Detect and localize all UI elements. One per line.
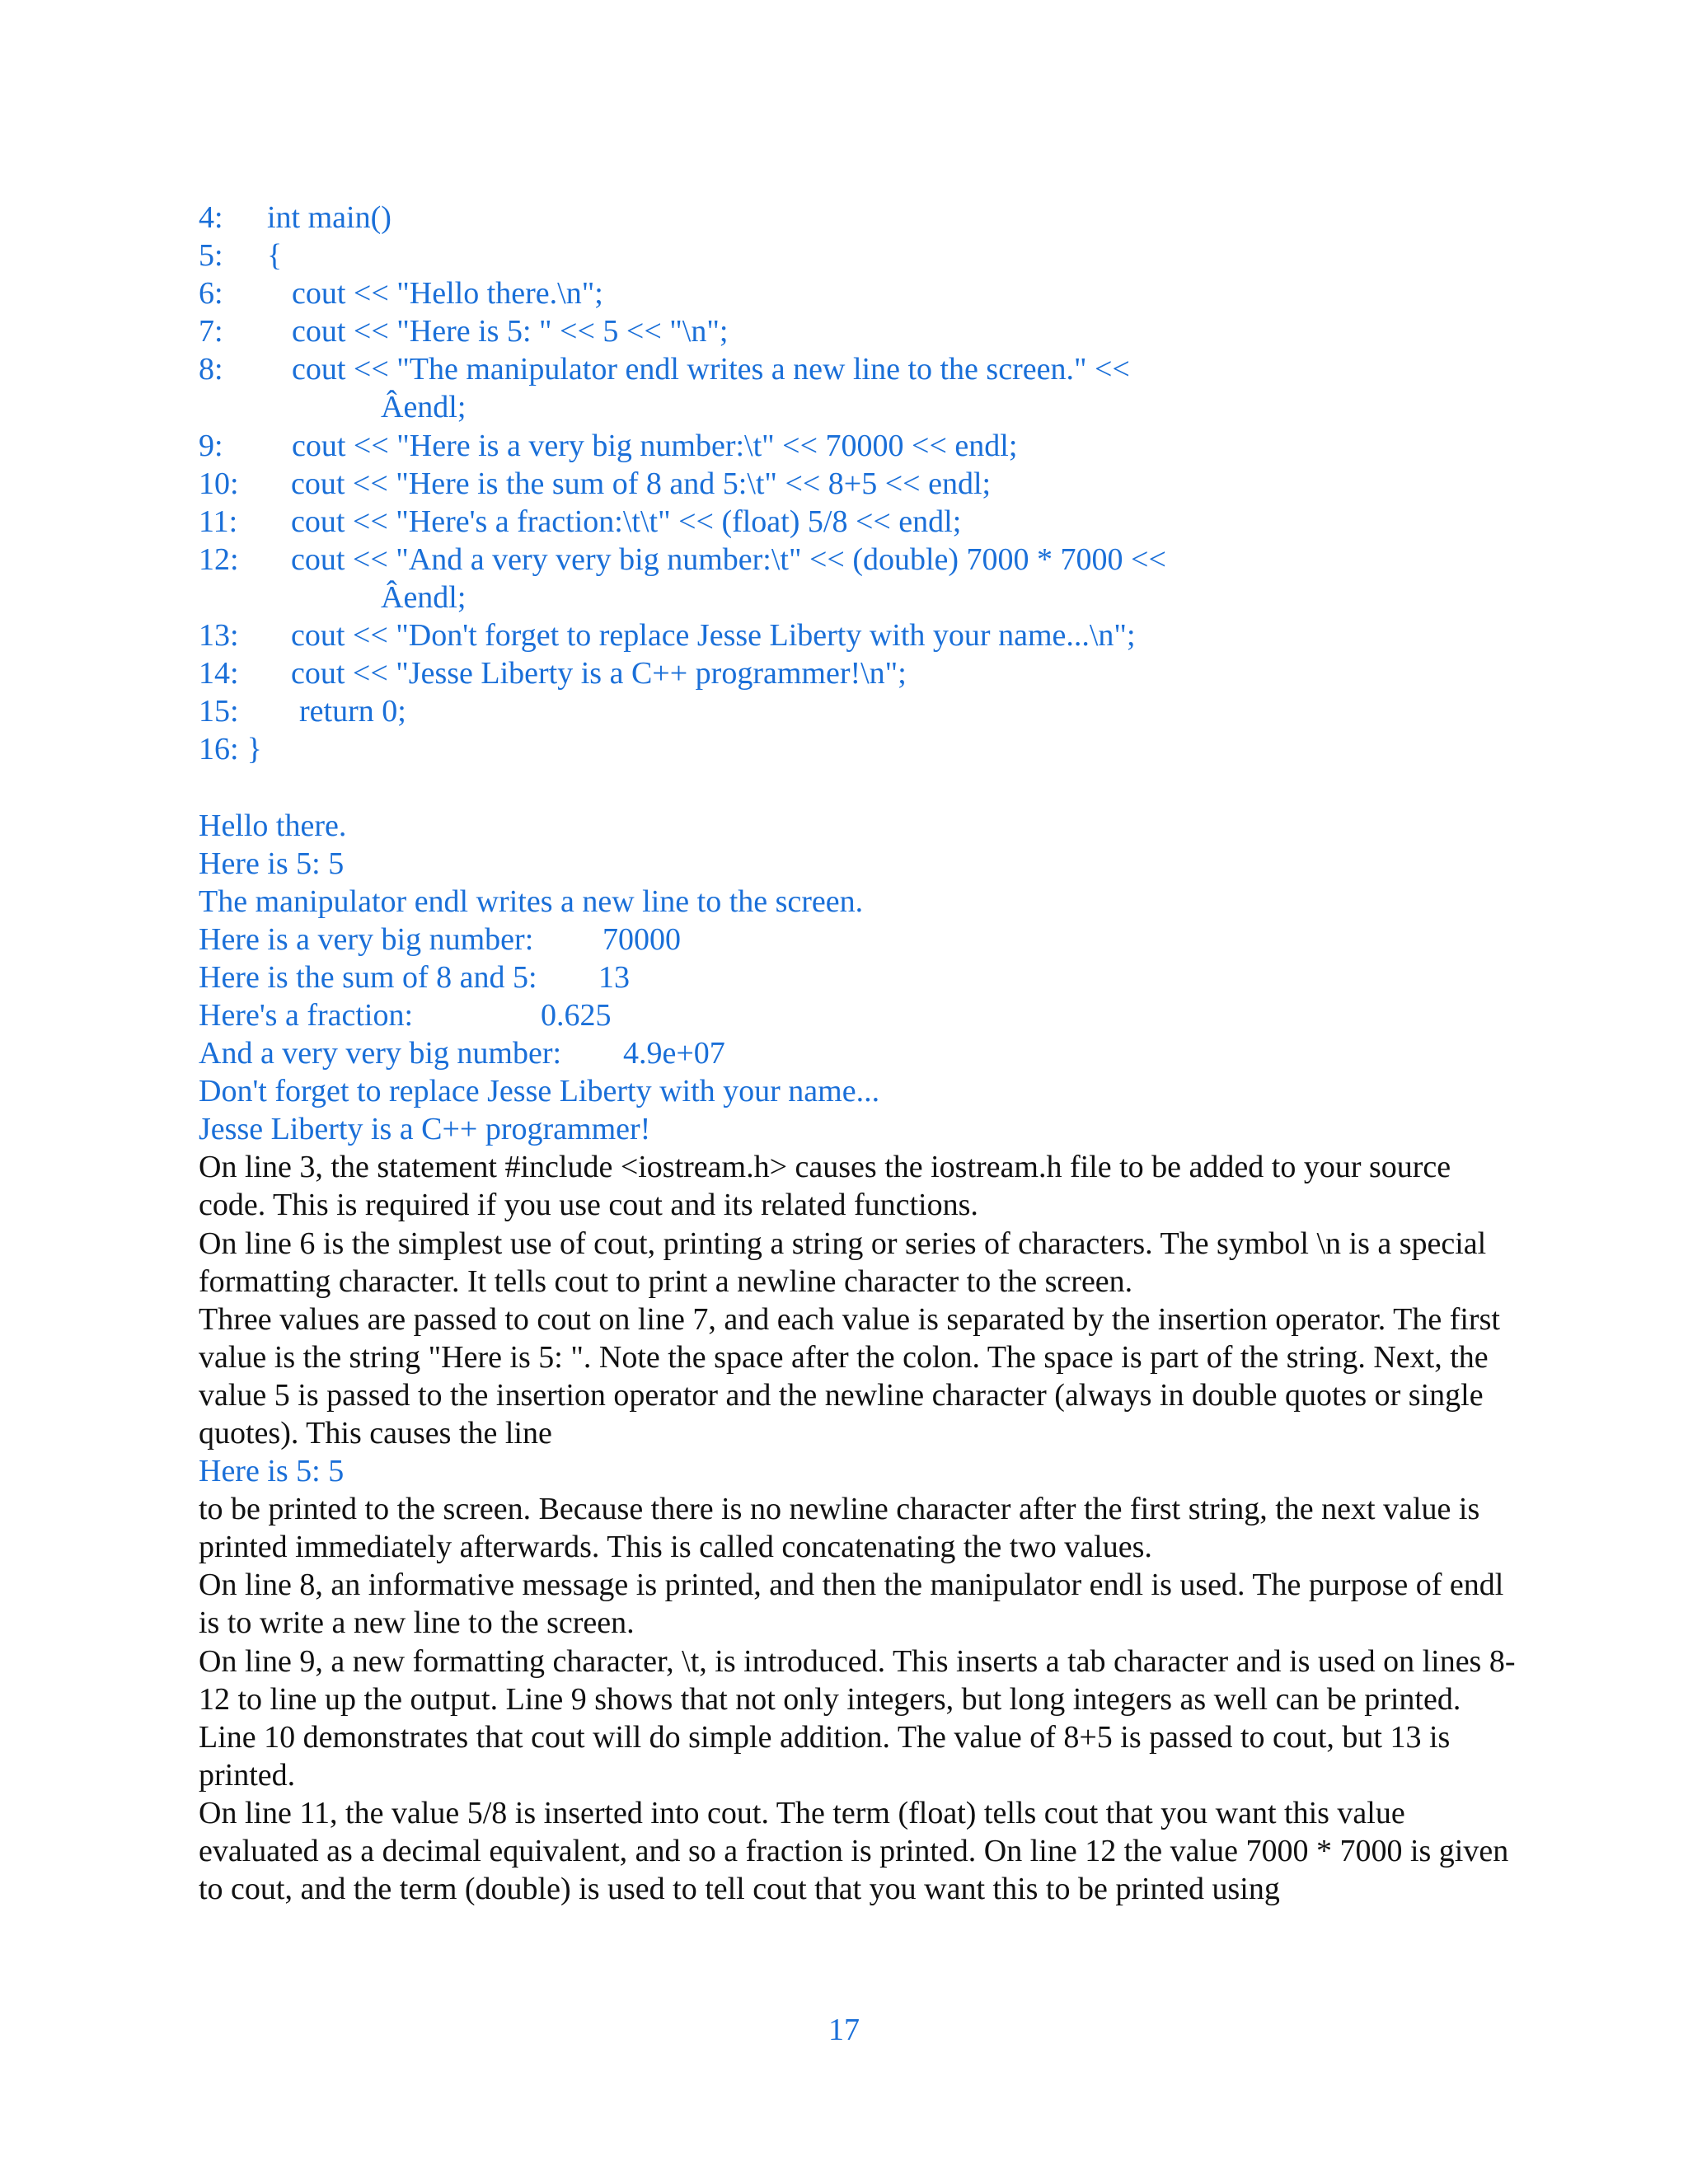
line-number: 15:	[199, 694, 239, 729]
code-text: cout << "Here is a very big number:\t" << 70000 << endl;	[292, 428, 1018, 463]
code-line	[199, 237, 1517, 274]
output-label: Here's a fraction:	[199, 997, 414, 1033]
analysis-text	[199, 1148, 1517, 1908]
code-line	[199, 199, 1517, 237]
code-text: int main()	[267, 200, 392, 235]
code-line-continuation	[199, 579, 1517, 616]
output-value: 0.625	[541, 997, 612, 1033]
paragraph: On line 8, an informative message is printed, and then the manipulator endl is used. The purpose of endl is to write a new line to the screen.	[199, 1568, 1504, 1641]
paragraph: to be printed to the screen. Because there is no newline character after the first string, the next value is printed immediately afterwards. This is called concatenating the two values.	[199, 1492, 1480, 1565]
output-line: Jesse Liberty is a C++ programmer!	[199, 1112, 651, 1147]
paragraph: On line 9, a new formatting character, \t, is introduced. This inserts a tab character and is used on lines 8-12 to line up the output. Line 9 shows that not only integers, but long integers as well can be printed. Line 10 demonstrates that cout will do simple addition. The value of 8+5 is passed to cout, but 13 is printed.	[199, 1643, 1516, 1793]
output-value: 13	[598, 959, 630, 995]
code-text: cout << "Jesse Liberty is a C++ programmer!\n";	[291, 656, 907, 691]
output-example: Here is 5: 5	[199, 1454, 345, 1489]
code-text: cout << "Here is 5: " << 5 << "\n";	[292, 314, 729, 349]
line-number: 8:	[199, 352, 223, 387]
output-line: Hello there.	[199, 808, 347, 843]
line-number: 9:	[199, 428, 223, 463]
code-text: Âendl;	[381, 579, 467, 615]
code-text: {	[267, 238, 283, 274]
code-text: }	[246, 732, 262, 767]
code-listing	[199, 199, 1517, 768]
code-line	[199, 541, 1517, 579]
paragraph: On line 3, the statement #include <iostream.h> causes the iostream.h file to be added to your source code. This is required if you use cout and its related functions.	[199, 1150, 1451, 1223]
output-line: Here is 5: 5	[199, 846, 345, 881]
page-content	[199, 199, 1517, 1908]
output-line	[199, 996, 1517, 1034]
output-line: The manipulator endl writes a new line to the screen.	[199, 883, 864, 919]
code-text: cout << "Here is the sum of 8 and 5:\t" << 8+5 << endl;	[291, 466, 992, 501]
code-line	[199, 312, 1517, 350]
paragraph: On line 11, the value 5/8 is inserted into cout. The term (float) tells cout that you want this value evaluated as a decimal equivalent, and so a fraction is printed. On line 12 the value 7000 * 7000 is given to cout, and the term (double) is used to tell cout that you want this to be printed using	[199, 1795, 1509, 1907]
line-number: 14:	[199, 656, 239, 691]
code-line	[199, 730, 1517, 768]
code-text: cout << "And a very very big number:\t" << (double) 7000 * 7000 <<	[291, 541, 1166, 577]
line-number: 16:	[199, 732, 239, 767]
output-label: Here is the sum of 8 and 5:	[199, 959, 537, 995]
paragraph: On line 6 is the simplest use of cout, printing a string or series of characters. The symbol \n is a special formatting character. It tells cout to print a newline character to the screen.	[199, 1226, 1487, 1299]
paragraph: Three values are passed to cout on line 7, and each value is separated by the insertion operator. The first value is the string "Here is 5: ". Note the space after the colon. The space is part of the string. Next, the value 5 is passed to the insertion operator and the newline character (always in double quotes or single quotes). This causes the line	[199, 1301, 1500, 1451]
code-line	[199, 503, 1517, 541]
code-line-continuation	[199, 388, 1517, 426]
output-label: Here is a very big number:	[199, 921, 534, 957]
code-line	[199, 274, 1517, 312]
code-line	[199, 465, 1517, 503]
code-text: cout << "Hello there.\n";	[292, 276, 603, 312]
program-output	[199, 807, 1517, 1149]
line-number: 11:	[199, 504, 238, 539]
code-text: cout << "The manipulator endl writes a new line to the screen." <<	[292, 352, 1130, 387]
line-number: 7:	[199, 314, 223, 349]
line-number: 12:	[199, 541, 239, 577]
code-text: cout << "Here's a fraction:\t\t" << (float) 5/8 << endl;	[291, 504, 962, 539]
code-text: Âendl;	[381, 390, 467, 425]
page-number: 17	[828, 2013, 860, 2047]
code-text: cout << "Don't forget to replace Jesse Liberty with your name...\n";	[291, 618, 1136, 654]
code-line	[199, 692, 1517, 730]
code-line	[199, 350, 1517, 388]
output-value: 4.9e+07	[623, 1036, 725, 1071]
output-line	[199, 958, 1517, 996]
code-line	[199, 654, 1517, 692]
code-line	[199, 427, 1517, 465]
line-number: 4:	[199, 200, 223, 235]
code-line	[199, 616, 1517, 654]
output-line: Don't forget to replace Jesse Liberty with your name...	[199, 1074, 880, 1109]
output-line	[199, 1034, 1517, 1072]
output-value: 70000	[603, 921, 681, 957]
line-number: 6:	[199, 276, 223, 312]
line-number: 5:	[199, 238, 223, 274]
line-number: 13:	[199, 618, 239, 654]
output-label: And a very very big number:	[199, 1036, 562, 1071]
line-number: 10:	[199, 466, 239, 501]
code-text: return 0;	[299, 694, 406, 729]
output-line	[199, 921, 1517, 958]
